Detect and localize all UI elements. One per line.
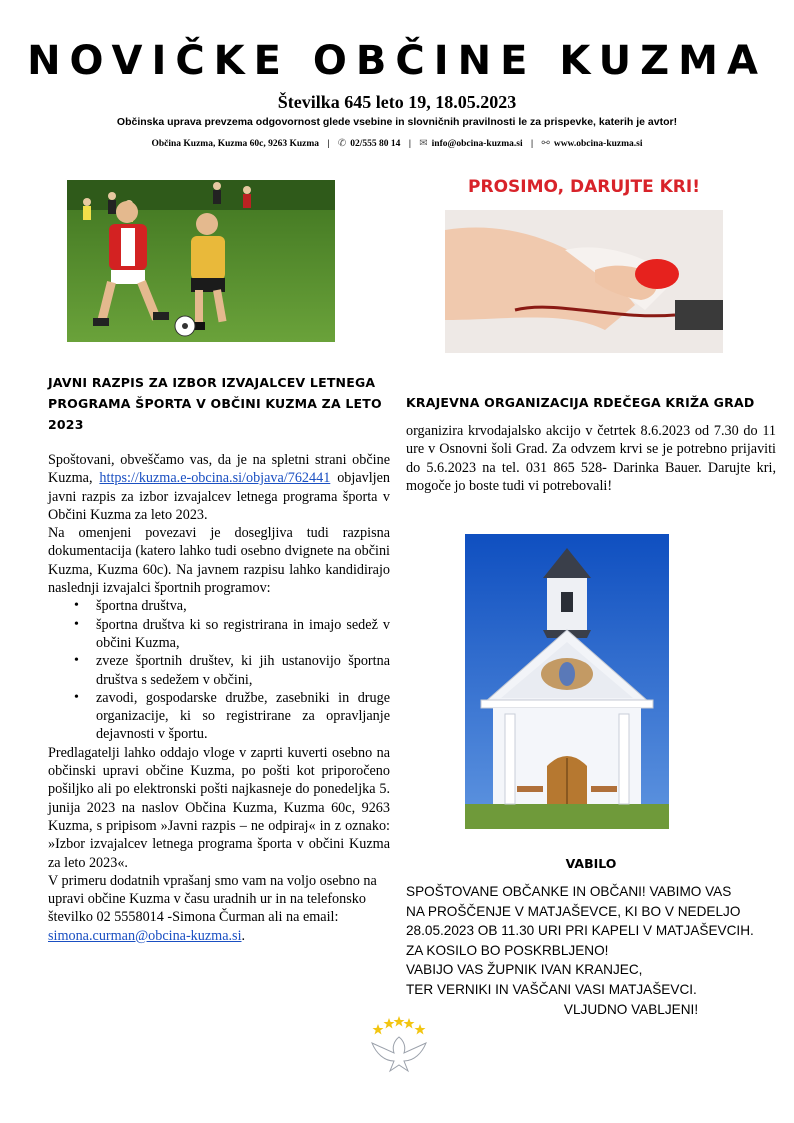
issue-line: Številka 645 leto 19, 18.05.2023 — [277, 92, 517, 112]
invitation-line: TER VERNIKI IN VAŠČANI VASI MATJAŠEVCI. — [406, 981, 697, 997]
football-photo — [67, 180, 335, 342]
chapel-photo — [465, 534, 669, 829]
email[interactable]: info@obcina-kuzma.si — [431, 139, 523, 149]
invitation-title: VABILO — [565, 856, 617, 871]
invitation-closing: VLJUDNO VABLJENI! — [563, 1001, 699, 1017]
red-cross-heading: KRAJEVNA ORGANIZACIJA RDEČEGA KRIŽA GRAD — [406, 395, 755, 410]
blood-donation-image — [445, 170, 723, 353]
web-icon: ⚯ — [541, 138, 550, 149]
sport-tender-article — [48, 372, 390, 945]
municipality-dove-logo — [364, 1015, 434, 1075]
blood-banner-text: PROSIMO, DARUJTE KRI! — [468, 177, 700, 197]
contact-row: Občina Kuzma, Kuzma 60c, 9263 Kuzma | ✆ 02/555 80 14 | ✉ info@obcina-kuzma.si | ⚯ www.obcina-kuzma.si — [151, 138, 643, 149]
red-cross-article — [406, 392, 776, 495]
phone-icon: ✆ — [337, 138, 347, 149]
phone[interactable]: 02/555 80 14 — [350, 139, 401, 149]
list-item: • športna društva ki so registrirana in imajo sedež v občini Kuzma, — [96, 616, 390, 653]
sport-paragraph-4: V primeru dodatnih vprašanj smo vam na voljo osebno na upravi občine Kuzma v času uradnih ur in na telefonsko številko 02 5558014 -Simona Čurman ali na email: simona.curman@obcina-kuzma.si. — [48, 872, 377, 944]
list-item: • športna društva, — [96, 597, 390, 615]
tender-link[interactable]: https://kuzma.e-obcina.si/objava/762441 — [99, 470, 331, 487]
invitation-line: 28.05.2023 OB 11.30 URI PRI KAPELI V MATJAŠEVCIH. — [406, 923, 754, 939]
red-cross-text: organizira krvodajalsko akcijo v četrtek 8.6.2023 od 7.30 do 11 ure v Osnovni šoli Grad. Za odvzem krvi se je potrebno prijaviti do 5.6.2023 na tel. 031 865 528- Darinka Bauer. Darujte kri, mogoče jo boste tudi vi potrebovali! — [406, 423, 776, 494]
invitation-line: VABIJO VAS ŽUPNIK IVAN KRANJEC, — [406, 962, 643, 978]
list-item: • zavodi, gospodarske družbe, zasebniki in druge organizacije, ki so registrirane za opravljanje dejavnosti v športu. — [96, 689, 390, 744]
disclaimer: Občinska uprava prevzema odgovornost glede vsebine in slovničnih pravilnosti le za prispevke, katerih je avtor! — [116, 116, 678, 128]
sport-intro-paragraph: Spoštovani, obveščamo vas, da je na spletni strani občine Kuzma, https://kuzma.e-obcina.si/objava/762441 objavljen javni razpis za izbor izvajalcev letnega programa športa v Občini Kuzma za leto 2023. — [48, 452, 390, 523]
invitation-line: ZA KOSILO BO POSKRBLJENO! — [406, 942, 609, 958]
newsletter-title: NOVIČKE OBČINE KUZMA — [27, 38, 767, 84]
sport-article-heading: JAVNI RAZPIS ZA IZBOR IZVAJALCEV LETNEGA PROGRAMA ŠPORTA V OBČINI KUZMA ZA LETO 2023 — [48, 375, 382, 432]
contact-email-link[interactable]: simona.curman@obcina-kuzma.si — [48, 927, 242, 944]
sport-paragraph-3: Predlagatelji lahko oddajo vloge v zaprti kuverti osebno na občinski upravi občine Kuzma, po pošti kot priporočeno pošiljko ali po elektronski pošti najkasneje do ponedeljka 5. junija 2023 na naslov Občina Kuzma, Kuzma 60c, 9263 Kuzma, s pripisom »Javni razpis – ne odpiraj« in z oznako: »Izbor izvajalcev letnega programa športa v občini Kuzma za leto 2023«. — [48, 744, 390, 871]
sport-paragraph-2: Na omenjeni povezavi je dosegljiva tudi razpisna dokumentacija (katero lahko tudi osebno dvignete na občini Kuzma, Kuzma 60c). Na javnem razpisu lahko kandidirajo naslednji izvajalci športnih programov: — [48, 525, 390, 597]
invitation-text — [406, 882, 786, 1019]
invitation-line: NA PROŠČENJE V MATJAŠEVCE, KI BO V NEDELJO — [406, 903, 741, 919]
email-icon: ✉ — [419, 138, 428, 149]
address: Občina Kuzma, Kuzma 60c, 9263 Kuzma — [151, 139, 320, 149]
website[interactable]: www.obcina-kuzma.si — [553, 139, 643, 149]
list-item: • zveze športnih društev, ki jih ustanovijo športna društva s sedežem v občini, — [96, 652, 390, 689]
invitation-line: SPOŠTOVANE OBČANKE IN OBČANI! VABIMO VAS — [406, 884, 732, 899]
applicant-list — [48, 597, 390, 743]
